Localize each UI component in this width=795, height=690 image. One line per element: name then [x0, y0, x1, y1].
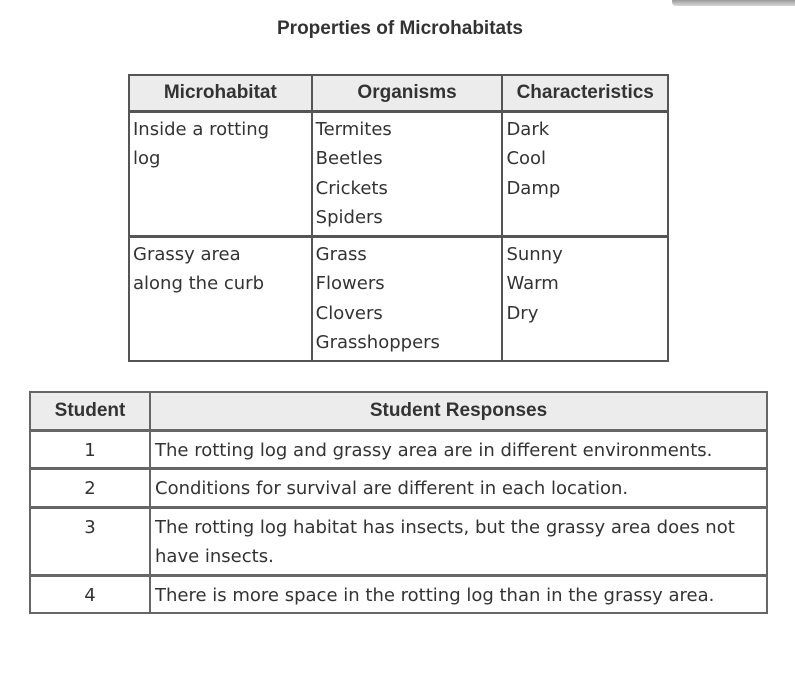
organism-item: Grasshoppers	[315, 332, 440, 354]
student-number: 2	[31, 470, 151, 508]
table-row	[130, 113, 667, 238]
header-student: Student	[31, 393, 151, 432]
header-organisms: Organisms	[313, 76, 504, 113]
characteristic-item: Dark	[506, 119, 550, 140]
student-responses-table	[29, 391, 768, 614]
cell-line: Grassy area	[133, 244, 241, 265]
organism-item: Grass	[315, 244, 367, 265]
student-response: There is more space in the rotting log than in the grassy area.	[155, 584, 715, 606]
page-title: Properties of Microhabitats	[277, 18, 523, 39]
student-response: Conditions for survival are different in each location.	[151, 470, 766, 508]
characteristics-cell	[503, 238, 667, 360]
student-number: 3	[31, 509, 151, 577]
student-number: 4	[31, 577, 151, 612]
characteristics-cell	[503, 113, 667, 238]
organism-item: Termites	[315, 119, 392, 140]
organism-item: Spiders	[315, 207, 383, 229]
cell-line: log	[133, 148, 161, 170]
microhabitat-cell	[130, 238, 313, 360]
organism-item: Beetles	[315, 148, 383, 170]
header-student-responses: Student Responses	[151, 393, 766, 432]
student-response: The rotting log habitat has insects, but the grassy area does not have insects.	[151, 509, 766, 577]
microhabitat-cell	[130, 113, 313, 238]
student-number: 1	[31, 432, 151, 470]
table-row	[31, 432, 766, 470]
characteristic-item: Warm	[506, 273, 559, 295]
characteristic-item: Damp	[506, 177, 561, 199]
window-corner-shadow	[672, 0, 795, 6]
organism-item: Crickets	[315, 177, 388, 199]
characteristic-item: Sunny	[506, 244, 563, 265]
header-characteristics: Characteristics	[503, 76, 667, 113]
characteristic-item: Cool	[506, 148, 547, 170]
characteristic-item: Dry	[506, 302, 539, 324]
header-microhabitat: Microhabitat	[130, 76, 313, 113]
table-header-row	[130, 76, 667, 113]
table-row	[31, 577, 766, 612]
organism-item: Flowers	[315, 273, 385, 295]
cell-line: Inside a rotting	[133, 119, 270, 140]
organisms-cell	[313, 113, 504, 238]
table-row	[31, 509, 766, 577]
student-response: The rotting log and grassy area are in different environments.	[151, 432, 766, 470]
microhabitat-table	[128, 74, 669, 362]
organism-item: Clovers	[315, 302, 383, 324]
table-header-row	[31, 393, 766, 432]
table-row	[130, 238, 667, 360]
cell-line: along the curb	[133, 273, 264, 295]
table-row	[31, 470, 766, 508]
organisms-cell	[313, 238, 504, 360]
